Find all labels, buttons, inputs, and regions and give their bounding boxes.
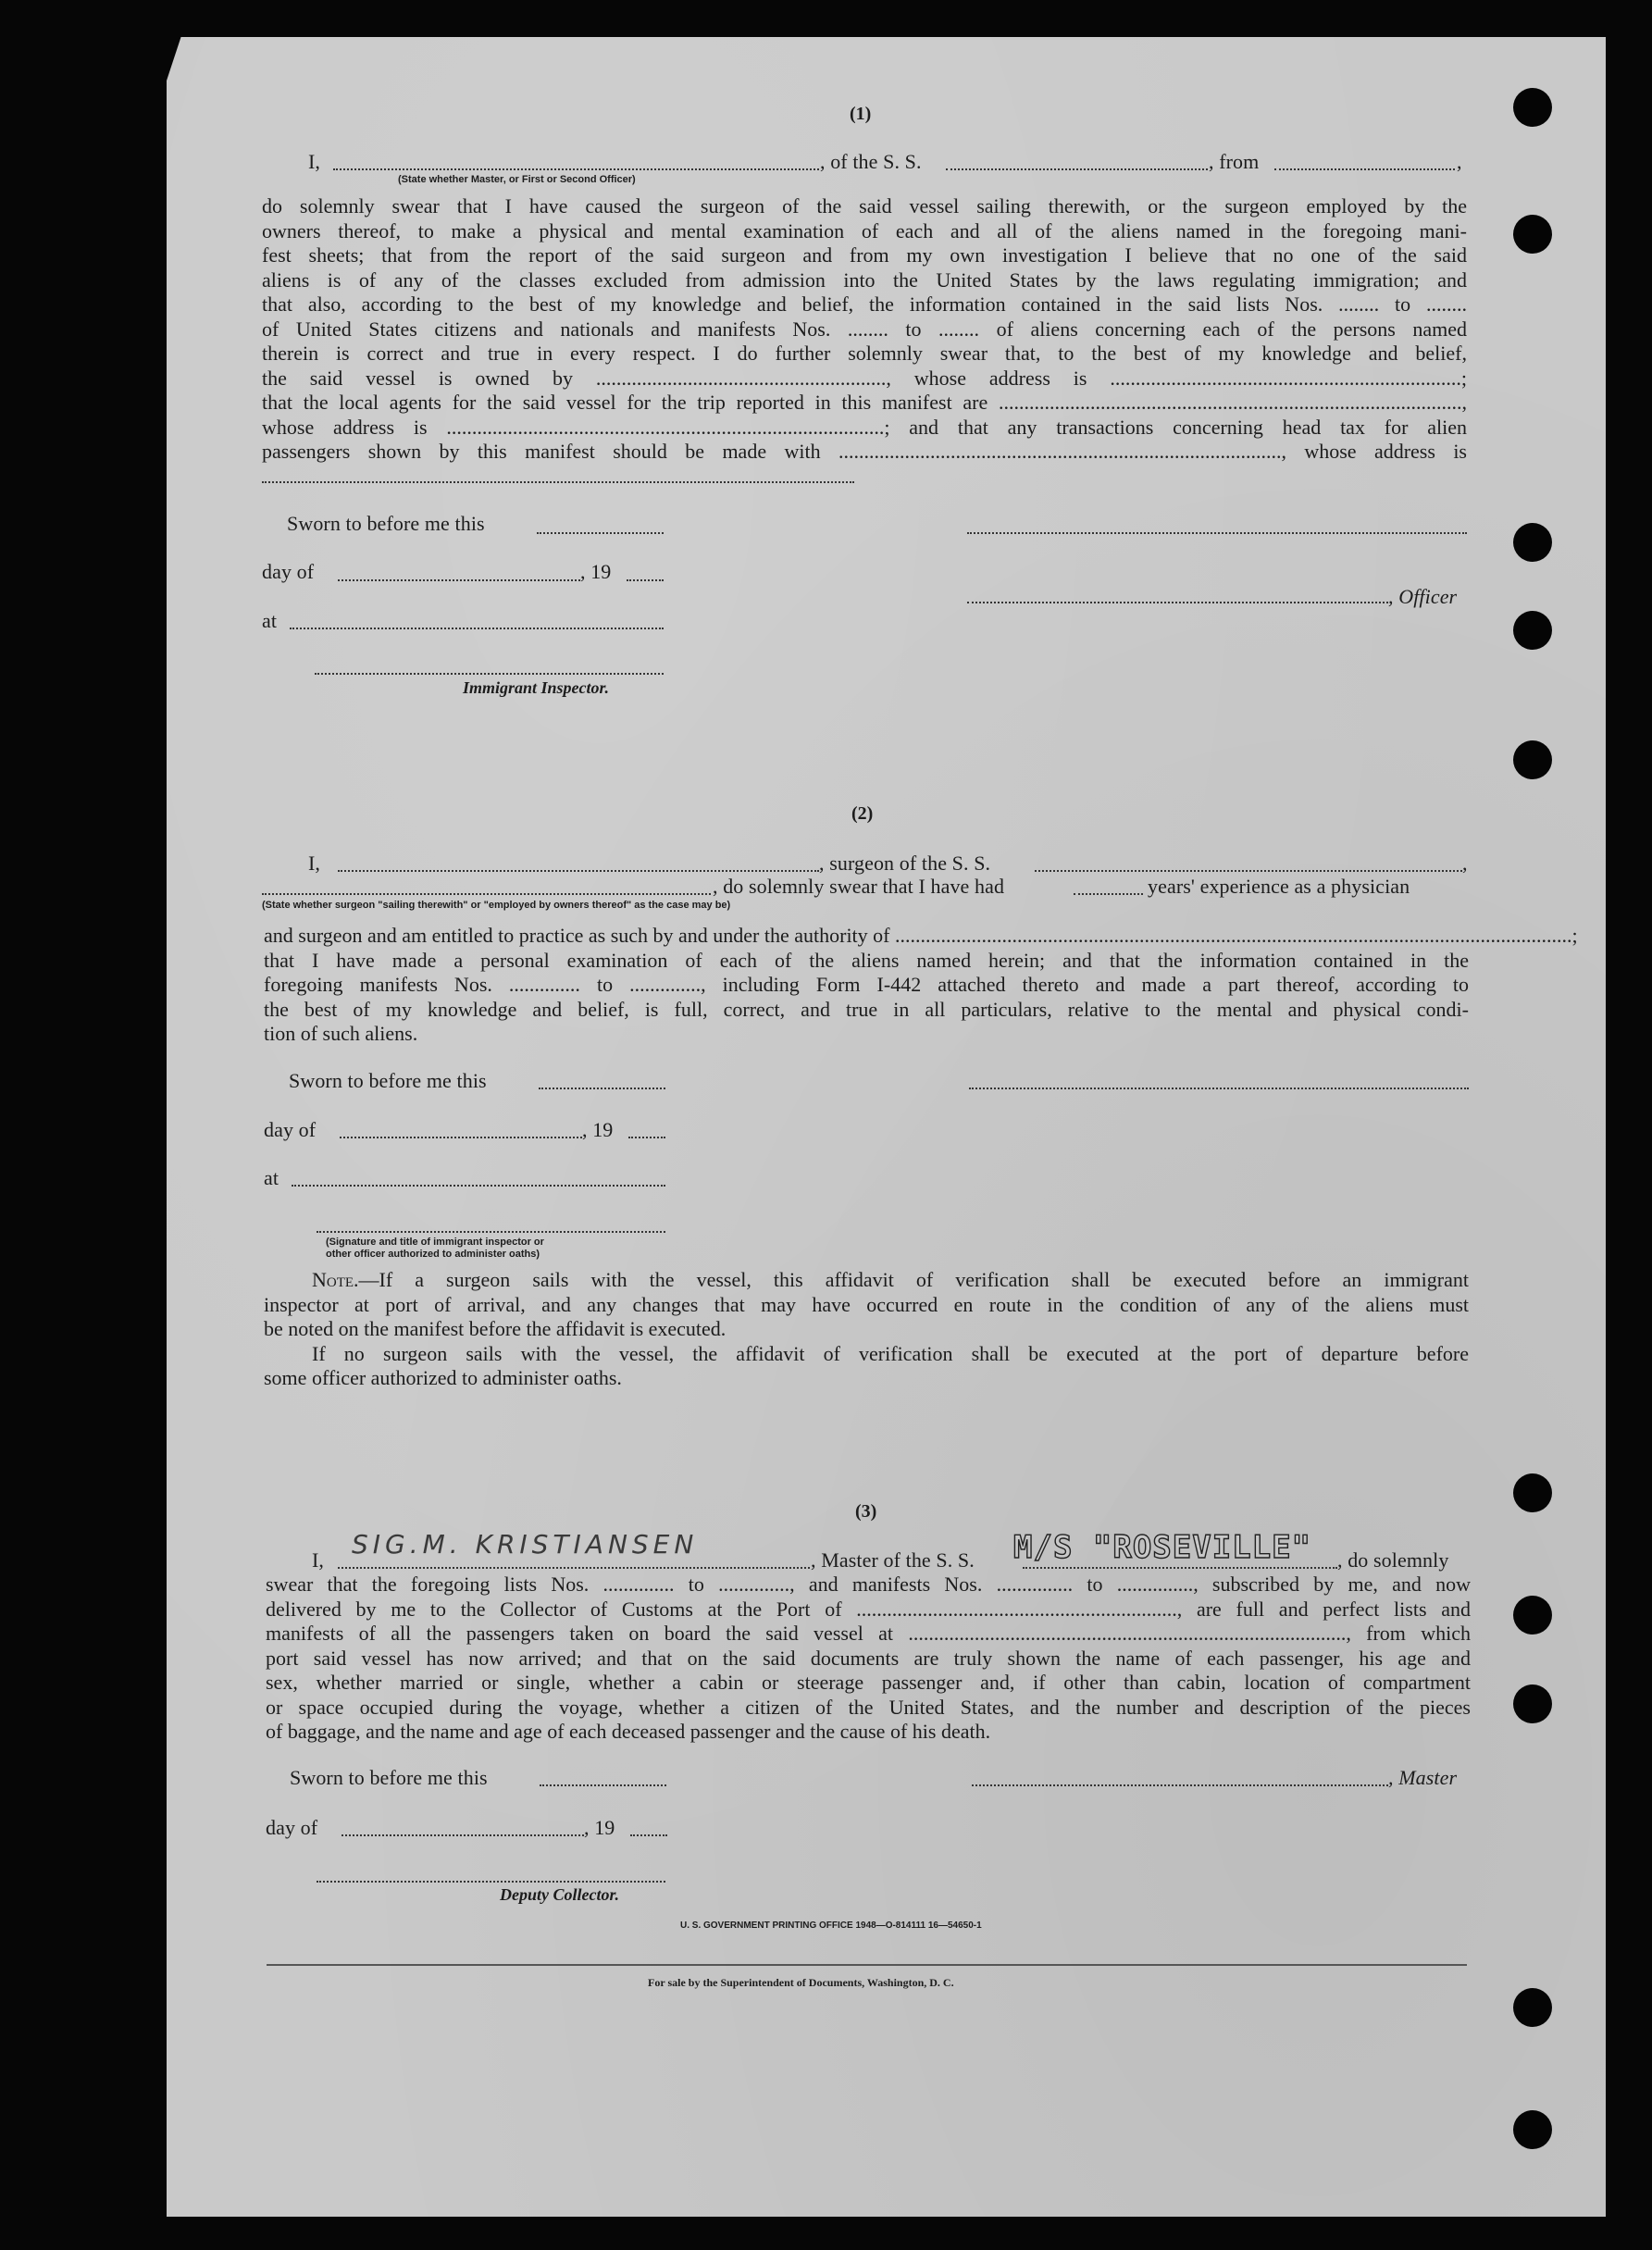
officer-label: , Officer — [1388, 585, 1458, 608]
note-line: If no surgeon sails with the vessel, the affidavit of verification shall be executed at the port of departure before — [312, 1341, 1469, 1365]
binder-hole — [1513, 1596, 1552, 1635]
from-port-field[interactable] — [1274, 168, 1455, 170]
section-2-line: the best of my knowledge and belief, is full, correct, and true in all particulars, relative to the mental and physical condi- — [264, 997, 1469, 1021]
authority-signature-field[interactable] — [317, 1231, 665, 1233]
section-3-line: port said vessel has now arrived; and that on the said documents are truly shown the name of each passenger, his age and — [266, 1646, 1471, 1670]
day-of-field-2[interactable] — [340, 1137, 582, 1138]
section-2-line: foregoing manifests Nos. .............. to .............., including Form I-442 attached thereto and made a part thereof, according to — [264, 973, 1469, 996]
section-2-number: (2) — [851, 803, 874, 824]
section-3-line: or space occupied during the voyage, whether a citizen of the United States, and the number and description of the pieces — [266, 1695, 1471, 1719]
years-field[interactable] — [1074, 893, 1143, 895]
section-2-body — [264, 924, 1578, 1047]
deputy-signature-field[interactable] — [317, 1881, 665, 1883]
section-1-body — [262, 194, 1467, 465]
ship-name-field-2[interactable] — [1035, 870, 1462, 872]
master-signature-field[interactable] — [972, 1784, 1388, 1786]
section-1-line: owners thereof, to make a physical and mental examination of each and all of the aliens named in the foregoing mani- — [262, 218, 1467, 242]
experience-label: , do solemnly swear that I have had — [713, 875, 1005, 898]
vessel-name-stamp: M/S "ROSEVILLE" — [1013, 1529, 1312, 1566]
master-of-label: , Master of the S. S. — [811, 1548, 975, 1572]
note-line: inspector at port of arrival, and any changes that may have occurred en route in the condition of any of the aliens must — [264, 1292, 1469, 1316]
binder-hole — [1513, 1473, 1552, 1512]
section-3-line: sex, whether married or single, whether a cabin or steerage passenger and, if other than cabin, location of compartment — [266, 1671, 1471, 1694]
surgeon-name-field[interactable] — [338, 870, 819, 872]
sworn-day-field-1[interactable] — [537, 532, 664, 534]
trailing-comma: , — [1457, 150, 1462, 173]
sworn-label-3: Sworn to before me this — [290, 1766, 488, 1789]
section-2-line: tion of such aliens. — [264, 1022, 418, 1045]
binder-hole — [1513, 2110, 1552, 2149]
section-1-from: , from — [1209, 150, 1260, 173]
master-name-field[interactable] — [338, 1567, 810, 1569]
day-of-label-1: day of — [262, 560, 315, 583]
year-label-1: , 19 — [580, 560, 612, 583]
section-3-line: manifests of all the passengers taken on board the said vessel at ......................................................................................, from which — [266, 1622, 1471, 1645]
deputy-collector-label: Deputy Collector. — [500, 1885, 619, 1904]
ship-name-field-1[interactable] — [946, 168, 1208, 170]
year-label-2: , 19 — [582, 1118, 614, 1141]
year-field-1[interactable] — [627, 579, 664, 581]
immigrant-inspector-label: Immigrant Inspector. — [463, 678, 610, 697]
binder-hole — [1513, 740, 1552, 779]
printing-office-line: U. S. GOVERNMENT PRINTING OFFICE 1948—O-814111 16—54650-1 — [680, 1921, 982, 1931]
binder-hole — [1513, 1684, 1552, 1723]
note-block — [264, 1268, 1469, 1391]
note-text: —If a surgeon sails with the vessel, this affidavit of verification shall be executed before an immigrant — [358, 1268, 1469, 1291]
officer-signature-field[interactable] — [967, 532, 1467, 534]
day-of-label-2: day of — [264, 1118, 317, 1141]
officer-title-field[interactable] — [967, 602, 1388, 603]
section-3-line: swear that the foregoing lists Nos. .............. to .............., and manifests Nos. ............... to ..............., subscribed by me, and now — [266, 1573, 1471, 1596]
section-3-body — [266, 1573, 1471, 1745]
at-label-1: at — [262, 609, 278, 632]
sworn-label-2: Sworn to before me this — [289, 1069, 487, 1092]
day-of-field-1[interactable] — [338, 579, 580, 581]
section-1-i: I, — [308, 150, 321, 173]
section-1-line: aliens is of any of the classes excluded from admission into the United States by the laws regulating immigration; and — [262, 267, 1467, 292]
footer-rule — [267, 1964, 1467, 1966]
surgeon-status-field[interactable] — [262, 893, 711, 895]
address-rule — [262, 481, 854, 483]
section-1-line: that also, according to the best of my knowledge and belief, the information contained in the said lists Nos. ........ to ........ — [262, 292, 1467, 316]
at-field-2[interactable] — [292, 1185, 665, 1187]
section-1-line: fest sheets; that from the report of the said surgeon and from my own investigation I believe that no one of the said — [262, 243, 1467, 267]
section-3-line: delivered by me to the Collector of Customs at the Port of ..............................................................., are full and perfect lists and — [266, 1597, 1471, 1621]
section-1-line: do solemnly swear that I have caused the surgeon of the said vessel sailing therewith, or the surgeon employed by the — [262, 194, 1467, 218]
at-field-1[interactable] — [290, 628, 664, 629]
binder-hole — [1513, 88, 1552, 127]
section-1-line: whose address is ......................................................................................; and that any transactions concerning head tax for alien — [262, 415, 1467, 439]
sworn-label-1: Sworn to before me this — [287, 512, 485, 535]
signature-note-2: other officer authorized to administer oaths) — [326, 1249, 540, 1260]
section-3-line: of baggage, and the name and age of each deceased passenger and the cause of his death. — [266, 1720, 991, 1743]
sworn-day-field-2[interactable] — [539, 1088, 665, 1089]
note-line — [264, 1268, 1469, 1293]
note-line: some officer authorized to administer oaths. — [264, 1366, 622, 1389]
binder-hole — [1513, 611, 1552, 650]
section-3-number: (3) — [855, 1501, 877, 1522]
note-label: Note. — [312, 1268, 359, 1291]
binder-hole — [1513, 1988, 1552, 2027]
section-2-line: and surgeon and am entitled to practice as such by and under the authority of .....................................................................................................................................; — [264, 924, 1578, 947]
surgeon-signature-field[interactable] — [969, 1088, 1469, 1089]
sale-notice: For sale by the Superintendent of Documents, Washington, D. C. — [648, 1976, 954, 1989]
binder-hole — [1513, 523, 1552, 562]
note-line: be noted on the manifest before the affidavit is executed. — [264, 1317, 727, 1340]
year-field-2[interactable] — [628, 1137, 665, 1138]
surgeon-of-label: , surgeon of the S. S. — [819, 852, 991, 875]
section-1-number: (1) — [850, 104, 872, 124]
year-label-3: , 19 — [584, 1816, 615, 1839]
section-1-line: of United States citizens and nationals and manifests Nos. ........ to ........ of aliens concerning each of the persons named — [262, 317, 1467, 341]
section-1-line: the said vessel is owned by ........................................................., whose address is .....................................................................; — [262, 366, 1467, 390]
section-2-line: that I have made a personal examination of each of the aliens named herein; and that the information contained in the — [264, 948, 1469, 972]
trailing-comma: , — [1462, 852, 1468, 875]
officer-note: (State whether Master, or First or Second Officer) — [398, 174, 636, 185]
years-label: years' experience as a physician — [1148, 875, 1410, 898]
sworn-day-field-3[interactable] — [540, 1784, 666, 1786]
year-field-3[interactable] — [630, 1834, 667, 1836]
section-2-i: I, — [308, 852, 321, 875]
ship-name-field-3[interactable] — [1023, 1567, 1337, 1569]
master-name-handwritten: SIG.M. KRISTIANSEN — [352, 1529, 699, 1560]
do-solemnly-label: , do solemnly — [1337, 1548, 1449, 1572]
at-label-2: at — [264, 1166, 279, 1189]
section-1-of-ss: , of the S. S. — [820, 150, 922, 173]
surgeon-note: (State whether surgeon "sailing therewith" or "employed by owners thereof" as the case may be) — [262, 900, 731, 911]
signature-note-1: (Signature and title of immigrant inspector or — [326, 1237, 544, 1248]
master-label: , Master — [1388, 1766, 1458, 1789]
section-3-i: I, — [312, 1548, 325, 1572]
day-of-field-3[interactable] — [342, 1834, 584, 1836]
officer-name-field[interactable] — [333, 168, 819, 170]
section-1-line: therein is correct and true in every respect. I do further solemnly swear that, to the best of my knowledge and belief, — [262, 342, 1467, 365]
binder-hole — [1513, 215, 1552, 254]
section-1-line: that the local agents for the said vessel for the trip reported in this manifest are ..........................................................................................., — [262, 391, 1467, 414]
day-of-label-3: day of — [266, 1816, 318, 1839]
inspector-signature-field[interactable] — [315, 673, 664, 675]
section-1-line: passengers shown by this manifest should be made with ......................................................................................., whose address is — [262, 440, 1467, 463]
